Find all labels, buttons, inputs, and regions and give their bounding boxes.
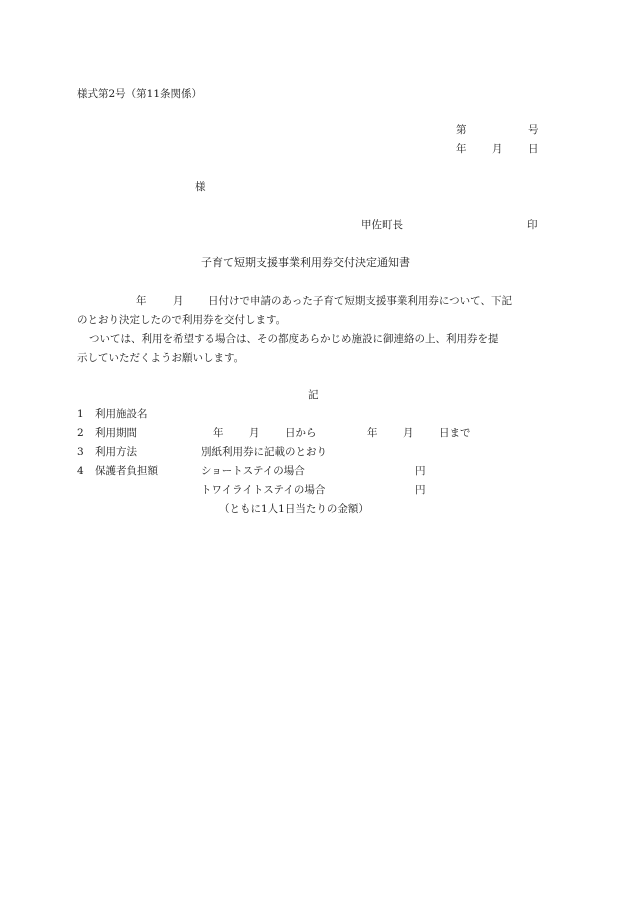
date-day-label: 日 bbox=[528, 143, 539, 155]
period-to-day: 日まで bbox=[439, 427, 471, 439]
issuer-seal: 印 bbox=[527, 219, 538, 231]
item-label: 利用方法 bbox=[95, 446, 137, 458]
item-fee bbox=[77, 464, 158, 478]
item-number: 3 bbox=[77, 446, 84, 458]
period-from-year: 年 bbox=[213, 427, 224, 439]
period-to-month: 月 bbox=[403, 427, 414, 439]
form-label: 様式第2号（第11条関係） bbox=[77, 88, 203, 100]
period-from-month: 月 bbox=[249, 427, 260, 439]
addressee-suffix: 様 bbox=[195, 181, 206, 193]
item-label: 利用施設名 bbox=[95, 408, 148, 420]
item-number: 2 bbox=[77, 427, 84, 439]
item-facility bbox=[77, 407, 148, 421]
fee-short-stay-unit: 円 bbox=[415, 465, 426, 477]
fee-note: （ともに1人1日当たりの金額） bbox=[219, 503, 369, 515]
paragraph1-line1: 日付けで申請のあった子育て短期支援事業利用券について、下記 bbox=[208, 295, 512, 307]
item-number: 4 bbox=[77, 465, 84, 477]
ki-heading: 記 bbox=[308, 389, 319, 401]
item-label: 保護者負担額 bbox=[95, 465, 158, 477]
item-label: 利用期間 bbox=[95, 427, 137, 439]
paragraph2-line2: 示していただくようお願いします。 bbox=[77, 352, 245, 364]
fee-twilight-stay-label: トワイライトステイの場合 bbox=[201, 484, 326, 496]
paragraph1-line2: のとおり決定したので利用券を交付します。 bbox=[77, 314, 287, 326]
item-number: 1 bbox=[77, 408, 84, 420]
fee-short-stay-label: ショートステイの場合 bbox=[201, 465, 305, 477]
paragraph2-line1: ついては、利用を希望する場合は、その都度あらかじめ施設に御連絡の上、利用券を提 bbox=[89, 333, 499, 345]
document-number-prefix: 第 bbox=[456, 124, 467, 136]
item-method bbox=[77, 445, 137, 459]
method-value: 別紙利用券に記載のとおり bbox=[201, 446, 327, 458]
period-from-day: 日から bbox=[285, 427, 317, 439]
fee-twilight-stay-unit: 円 bbox=[415, 484, 426, 496]
date-month-label: 月 bbox=[492, 143, 503, 155]
paragraph1-month-label: 月 bbox=[173, 295, 184, 307]
document-number-suffix: 号 bbox=[528, 124, 539, 136]
document-title: 子育て短期支援事業利用券交付決定通知書 bbox=[201, 256, 410, 269]
date-year-label: 年 bbox=[456, 143, 467, 155]
issuer-name: 甲佐町長 bbox=[361, 219, 403, 231]
paragraph1-year-label: 年 bbox=[136, 295, 147, 307]
item-period bbox=[77, 426, 137, 440]
period-to-year: 年 bbox=[367, 427, 378, 439]
